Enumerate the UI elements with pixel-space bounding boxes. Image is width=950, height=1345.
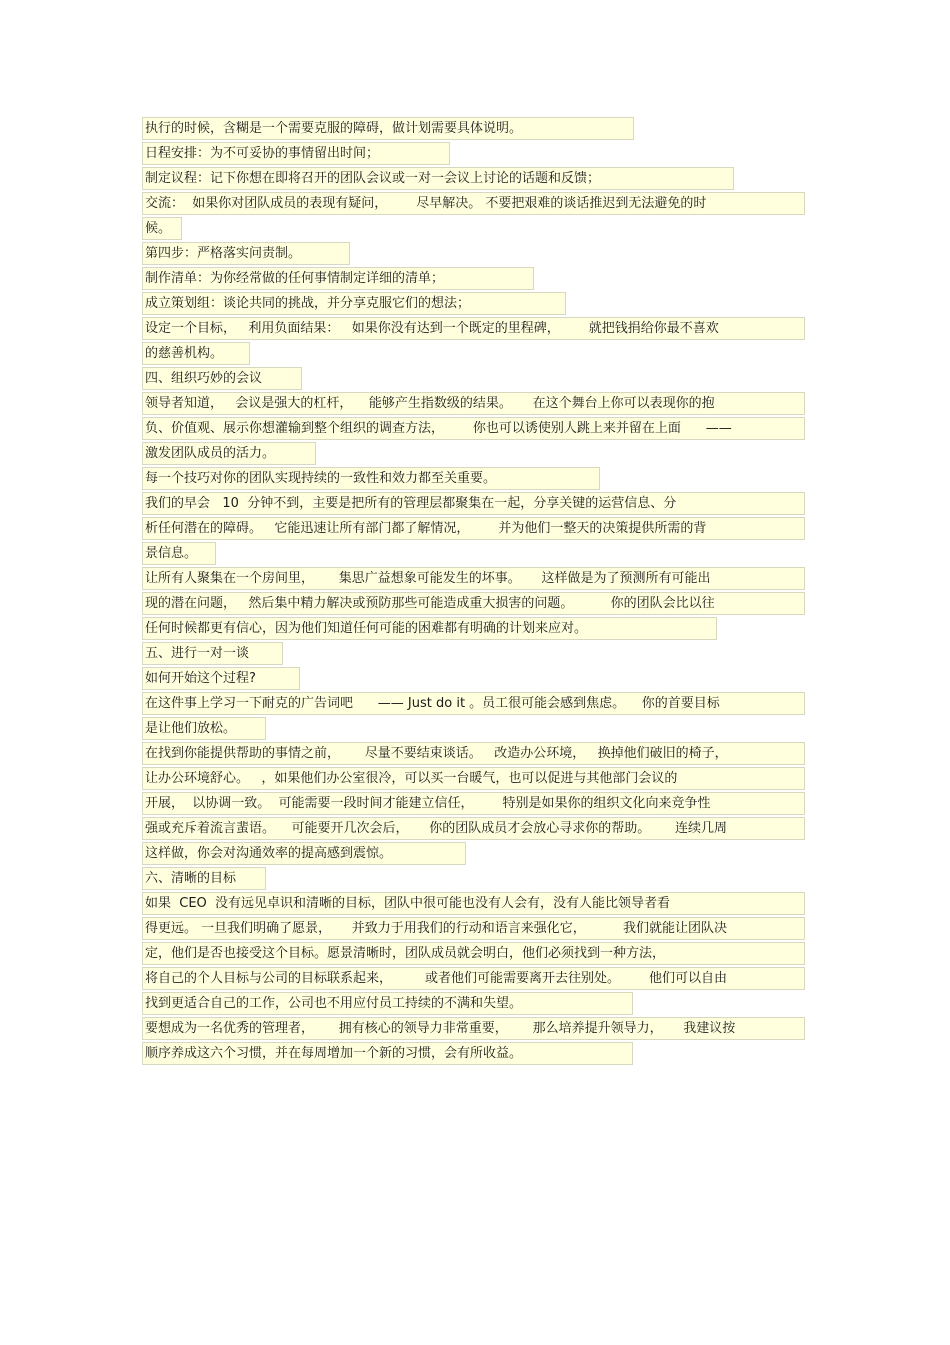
text-line: 让办公环境舒心。 ，如果他们办公室很冷，可以买一台暖气，也可以促进与其他部门会议的	[142, 767, 805, 790]
text-line: 顺序养成这六个习惯，并在每周增加一个新的习惯，会有所收益。	[142, 1042, 633, 1065]
text-line: 强或充斥着流言蜚语。 可能要开几次会后， 你的团队成员才会放心寻求你的帮助。 连续几周	[142, 817, 805, 840]
text-line: 这样做，你会对沟通效率的提高感到震惊。	[142, 842, 466, 865]
text-line: 景信息。	[142, 542, 216, 565]
text-line: 激发团队成员的活力。	[142, 442, 316, 465]
text-line: 我们的早会 10 分钟不到，主要是把所有的管理层都聚集在一起，分享关键的运营信息、分	[142, 492, 805, 515]
text-line: 负、价值观、展示你想灌输到整个组织的调查方法， 你也可以诱使别人跳上来并留在上面 ——	[142, 417, 805, 440]
text-line: 定，他们是否也接受这个目标。愿景清晰时，团队成员就会明白，他们必须找到一种方法，	[142, 942, 805, 965]
text-line: 现的潜在问题， 然后集中精力解决或预防那些可能造成重大损害的问题。 你的团队会比以往	[142, 592, 805, 615]
text-line: 如果 CEO 没有远见卓识和清晰的目标，团队中很可能也没有人会有，没有人能比领导者看	[142, 892, 805, 915]
text-line: 日程安排：为不可妥协的事情留出时间；	[142, 142, 450, 165]
text-line: 让所有人聚集在一个房间里， 集思广益想象可能发生的坏事。 这样做是为了预测所有可能出	[142, 567, 805, 590]
text-line: 在这件事上学习一下耐克的广告词吧 —— Just do it 。员工很可能会感到焦虑。 你的首要目标	[142, 692, 805, 715]
text-line: 得更远。 一旦我们明确了愿景， 并致力于用我们的行动和语言来强化它， 我们就能让团队决	[142, 917, 805, 940]
text-line: 将自己的个人目标与公司的目标联系起来， 或者他们可能需要离开去往别处。 他们可以自由	[142, 967, 805, 990]
text-line: 制定议程：记下你想在即将召开的团队会议或一对一会议上讨论的话题和反馈；	[142, 167, 734, 190]
text-line: 析任何潜在的障碍。 它能迅速让所有部门都了解情况， 并为他们一整天的决策提供所需的背	[142, 517, 805, 540]
text-line: 的慈善机构。	[142, 342, 250, 365]
text-line: 每一个技巧对你的团队实现持续的一致性和效力都至关重要。	[142, 467, 600, 490]
section-heading: 第四步：严格落实问责制。	[142, 242, 350, 265]
text-line: 执行的时候，含糊是一个需要克服的障碍，做计划需要具体说明。	[142, 117, 634, 140]
text-line: 制作清单：为你经常做的任何事情制定详细的清单；	[142, 267, 534, 290]
text-line: 是让他们放松。	[142, 717, 266, 740]
text-line: 在找到你能提供帮助的事情之前， 尽量不要结束谈话。 改造办公环境， 换掉他们破旧的椅子，	[142, 742, 805, 765]
text-line: 成立策划组：谈论共同的挑战，并分享克服它们的想法；	[142, 292, 566, 315]
text-line: 如何开始这个过程?	[142, 667, 300, 690]
section-heading: 五、进行一对一谈	[142, 642, 283, 665]
text-line: 任何时候都更有信心，因为他们知道任何可能的困难都有明确的计划来应对。	[142, 617, 717, 640]
text-line: 开展， 以协调一致。 可能需要一段时间才能建立信任， 特别是如果你的组织文化向来竞争性	[142, 792, 805, 815]
text-line: 候。	[142, 217, 182, 240]
document-body	[0, 117, 950, 1067]
text-line: 要想成为一名优秀的管理者， 拥有核心的领导力非常重要， 那么培养提升领导力， 我建议按	[142, 1017, 805, 1040]
text-line: 交流： 如果你对团队成员的表现有疑问， 尽早解决。 不要把艰难的谈话推迟到无法避免的时	[142, 192, 805, 215]
text-line: 设定一个目标， 利用负面结果： 如果你没有达到一个既定的里程碑， 就把钱捐给你最不喜欢	[142, 317, 805, 340]
section-heading: 四、组织巧妙的会议	[142, 367, 302, 390]
section-heading: 六、清晰的目标	[142, 867, 266, 890]
text-line: 领导者知道， 会议是强大的杠杆， 能够产生指数级的结果。 在这个舞台上你可以表现你的抱	[142, 392, 805, 415]
text-line: 找到更适合自己的工作，公司也不用应付员工持续的不满和失望。	[142, 992, 633, 1015]
